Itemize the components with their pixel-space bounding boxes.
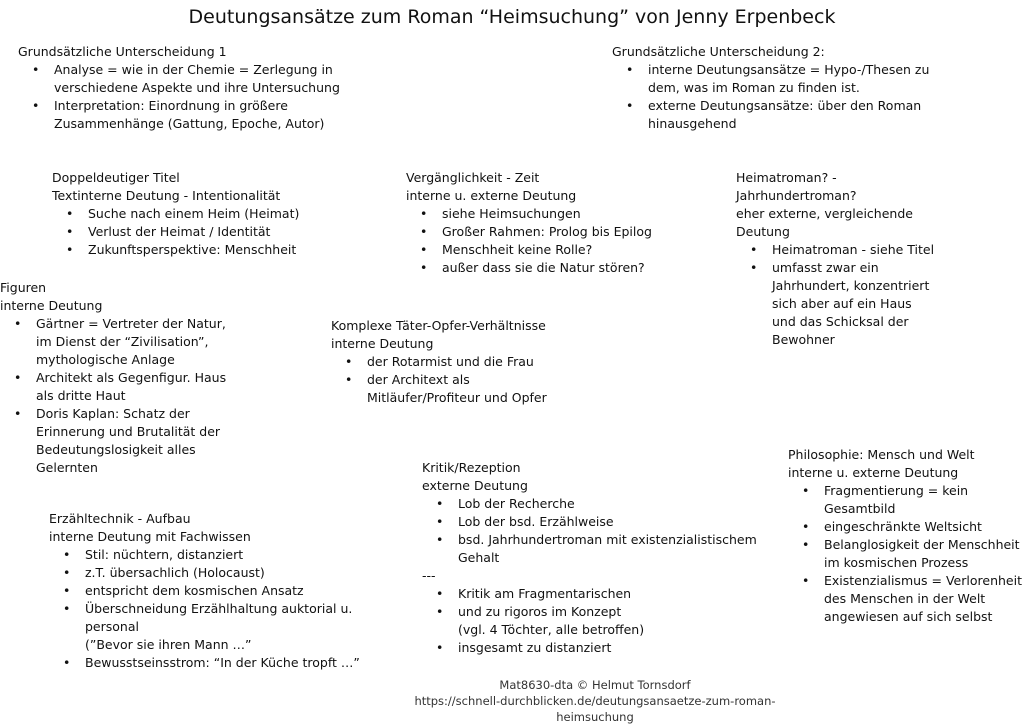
block-vergaenglichkeit-zeit xyxy=(406,169,706,277)
block-erzaehltechnik xyxy=(49,510,389,672)
bullet-text: • Doris Kaplan: Schatz der xyxy=(36,406,190,421)
bullet-text: personal xyxy=(85,619,139,634)
bullet-list xyxy=(406,205,706,277)
bullet-text: • Heimatroman - siehe Titel xyxy=(772,242,935,257)
bullet-item xyxy=(422,513,782,531)
bullet-text: Gelernten xyxy=(36,460,98,475)
bullet-text: • Überschneidung Erzählhaltung auktorial u. xyxy=(85,601,353,616)
bullet-item xyxy=(422,585,782,603)
bullet-item xyxy=(331,371,631,407)
bullet-text: • Belanglosigkeit der Menschheit xyxy=(824,537,1020,552)
bullet-text: • Verlust der Heimat / Identität xyxy=(88,224,271,239)
bullet-text: im Dienst der “Zivilisation”, xyxy=(36,334,209,349)
bullet-item xyxy=(788,518,1024,536)
block-heading: Vergänglichkeit - Zeit xyxy=(406,170,540,185)
bullet-item xyxy=(422,639,782,657)
bullet-text: • Zukunftsperspektive: Menschheit xyxy=(88,242,297,257)
bullet-text: • siehe Heimsuchungen xyxy=(442,206,581,221)
bullet-text: • und zu rigoros im Konzept xyxy=(458,604,622,619)
bullet-list xyxy=(331,353,631,407)
block-heading: Heimatroman? - xyxy=(736,170,837,185)
block-heading: interne Deutung mit Fachwissen xyxy=(49,529,251,544)
block-heading: Grundsätzliche Unterscheidung 2: xyxy=(612,44,825,59)
bullet-item xyxy=(18,61,348,97)
bullet-text: Bedeutungslosigkeit alles xyxy=(36,442,196,457)
bullet-text: Jahrhundert, konzentriert xyxy=(772,278,930,293)
bullet-text: (vgl. 4 Töchter, alle betroffen) xyxy=(458,622,645,637)
bullet-list xyxy=(422,585,782,657)
bullet-list xyxy=(422,495,782,567)
block-heading: Erzähltechnik - Aufbau xyxy=(49,511,191,526)
bullet-text: • Interpretation: Einordnung in größere xyxy=(54,98,288,113)
bullet-list xyxy=(788,482,1024,626)
bullet-text: • umfasst zwar ein xyxy=(772,260,879,275)
bullet-item xyxy=(788,482,1024,518)
bullet-text: des Menschen in der Welt xyxy=(824,591,986,606)
bullet-item xyxy=(49,654,389,672)
bullet-item xyxy=(49,564,389,582)
bullet-text: • Bewusstseinsstrom: “In der Küche tropft …” xyxy=(85,655,360,670)
block-heading: Deutung xyxy=(736,224,790,239)
bullet-text: • Lob der Recherche xyxy=(458,496,575,511)
block-heading: Textinterne Deutung - Intentionalität xyxy=(52,188,281,203)
bullet-list xyxy=(736,241,1006,349)
bullet-list xyxy=(49,546,389,672)
bullet-item xyxy=(406,223,706,241)
bullet-text: • eingeschränkte Weltsicht xyxy=(824,519,982,534)
bullet-item xyxy=(18,97,348,133)
bullet-text: • Lob der bsd. Erzählweise xyxy=(458,514,614,529)
footer-url: https://schnell-durchblicken.de/deutungsansaetze-zum-roman-heimsuchung xyxy=(414,694,776,724)
bullet-text: • Existenzialismus = Verlorenheit xyxy=(824,573,1022,588)
bullet-text: • der Rotarmist und die Frau xyxy=(367,354,534,369)
bullet-item xyxy=(612,97,942,133)
block-heading: interne Deutung xyxy=(331,336,434,351)
bullet-text: Gehalt xyxy=(458,550,500,565)
bullet-text: Zusammenhänge (Gattung, Epoche, Autor) xyxy=(54,116,325,131)
block-grundsaetzlich-1 xyxy=(18,43,348,133)
bullet-text: • Gärtner = Vertreter der Natur, xyxy=(36,316,226,331)
block-heading: Kritik/Rezeption xyxy=(422,460,521,475)
bullet-item xyxy=(52,241,352,259)
bullet-item xyxy=(49,546,389,564)
block-heading: Komplexe Täter-Opfer-Verhältnisse xyxy=(331,318,546,333)
bullet-item xyxy=(406,259,706,277)
bullet-list xyxy=(18,61,348,133)
bullet-text: • bsd. Jahrhundertroman mit existenzialistischem xyxy=(458,532,757,547)
block-heading: Doppeldeutiger Titel xyxy=(52,170,180,185)
bullet-text: • z.T. übersachlich (Holocaust) xyxy=(85,565,265,580)
block-kritik-rezeption xyxy=(422,459,782,657)
bullet-text: Erinnerung und Brutalität der xyxy=(36,424,221,439)
block-philosophie xyxy=(788,446,1024,626)
bullet-item xyxy=(0,315,300,369)
bullet-item xyxy=(331,353,631,371)
bullet-item xyxy=(406,205,706,223)
bullet-text: angewiesen auf sich selbst xyxy=(824,609,993,624)
bullet-item xyxy=(788,536,1024,572)
bullet-text: • Architekt als Gegenfigur. Haus xyxy=(36,370,227,385)
bullet-item xyxy=(52,223,352,241)
bullet-item xyxy=(52,205,352,223)
separator: --- xyxy=(422,568,436,583)
bullet-item xyxy=(736,241,1006,259)
bullet-text: • Stil: nüchtern, distanziert xyxy=(85,547,244,562)
bullet-item xyxy=(422,531,782,567)
bullet-text: • entspricht dem kosmischen Ansatz xyxy=(85,583,304,598)
bullet-text: • insgesamt zu distanziert xyxy=(458,640,612,655)
block-heading: interne Deutung xyxy=(0,298,103,313)
bullet-item xyxy=(422,495,782,513)
bullet-text: • Menschheit keine Rolle? xyxy=(442,242,593,257)
block-heimatroman xyxy=(736,169,1006,349)
block-heading: Jahrhundertroman? xyxy=(736,188,857,203)
bullet-text: • Analyse = wie in der Chemie = Zerlegung in xyxy=(54,62,333,77)
bullet-item xyxy=(49,600,389,654)
bullet-text: dem, was im Roman zu finden ist. xyxy=(648,80,860,95)
bullet-list xyxy=(0,315,300,477)
page-title: Deutungsansätze zum Roman “Heimsuchung” von Jenny Erpenbeck xyxy=(188,6,836,28)
bullet-item xyxy=(736,259,1006,349)
footer-credit: Mat8630-dta © Helmut Tornsdorf xyxy=(499,678,691,692)
bullet-item xyxy=(788,572,1024,626)
bullet-text: als dritte Haut xyxy=(36,388,126,403)
bullet-text: • externe Deutungsansätze: über den Roman xyxy=(648,98,922,113)
bullet-item xyxy=(422,603,782,639)
block-taeter-opfer xyxy=(331,317,631,407)
block-heading: interne u. externe Deutung xyxy=(406,188,577,203)
bullet-text: verschiedene Aspekte und ihre Untersuchung xyxy=(54,80,340,95)
bullet-text: Gesamtbild xyxy=(824,501,896,516)
bullet-text: Bewohner xyxy=(772,332,835,347)
bullet-text: • der Architext als xyxy=(367,372,470,387)
block-heading: eher externe, vergleichende xyxy=(736,206,913,221)
bullet-item xyxy=(0,369,300,405)
block-heading: interne u. externe Deutung xyxy=(788,465,959,480)
bullet-list xyxy=(612,61,942,133)
bullet-text: • Kritik am Fragmentarischen xyxy=(458,586,632,601)
bullet-text: • Großer Rahmen: Prolog bis Epilog xyxy=(442,224,652,239)
block-heading: externe Deutung xyxy=(422,478,528,493)
bullet-text: (”Bevor sie ihren Mann …” xyxy=(85,637,252,652)
bullet-item xyxy=(0,405,300,477)
block-grundsaetzlich-2 xyxy=(612,43,942,133)
bullet-text: • interne Deutungsansätze = Hypo-/Thesen zu xyxy=(648,62,930,77)
bullet-text: • Suche nach einem Heim (Heimat) xyxy=(88,206,300,221)
block-heading: Philosophie: Mensch und Welt xyxy=(788,447,975,462)
bullet-text: sich aber auf ein Haus xyxy=(772,296,912,311)
bullet-text: • Fragmentierung = kein xyxy=(824,483,969,498)
block-heading: Grundsätzliche Unterscheidung 1 xyxy=(18,44,227,59)
block-doppeldeutiger-titel xyxy=(52,169,352,259)
bullet-text: hinausgehend xyxy=(648,116,737,131)
bullet-item xyxy=(612,61,942,97)
bullet-text: Mitläufer/Profiteur und Opfer xyxy=(367,390,547,405)
bullet-text: • außer dass sie die Natur stören? xyxy=(442,260,645,275)
bullet-item xyxy=(49,582,389,600)
block-figuren xyxy=(0,279,300,477)
bullet-item xyxy=(406,241,706,259)
bullet-text: und das Schicksal der xyxy=(772,314,909,329)
bullet-text: mythologische Anlage xyxy=(36,352,175,367)
block-heading: Figuren xyxy=(0,280,47,295)
bullet-list xyxy=(52,205,352,259)
bullet-text: im kosmischen Prozess xyxy=(824,555,969,570)
